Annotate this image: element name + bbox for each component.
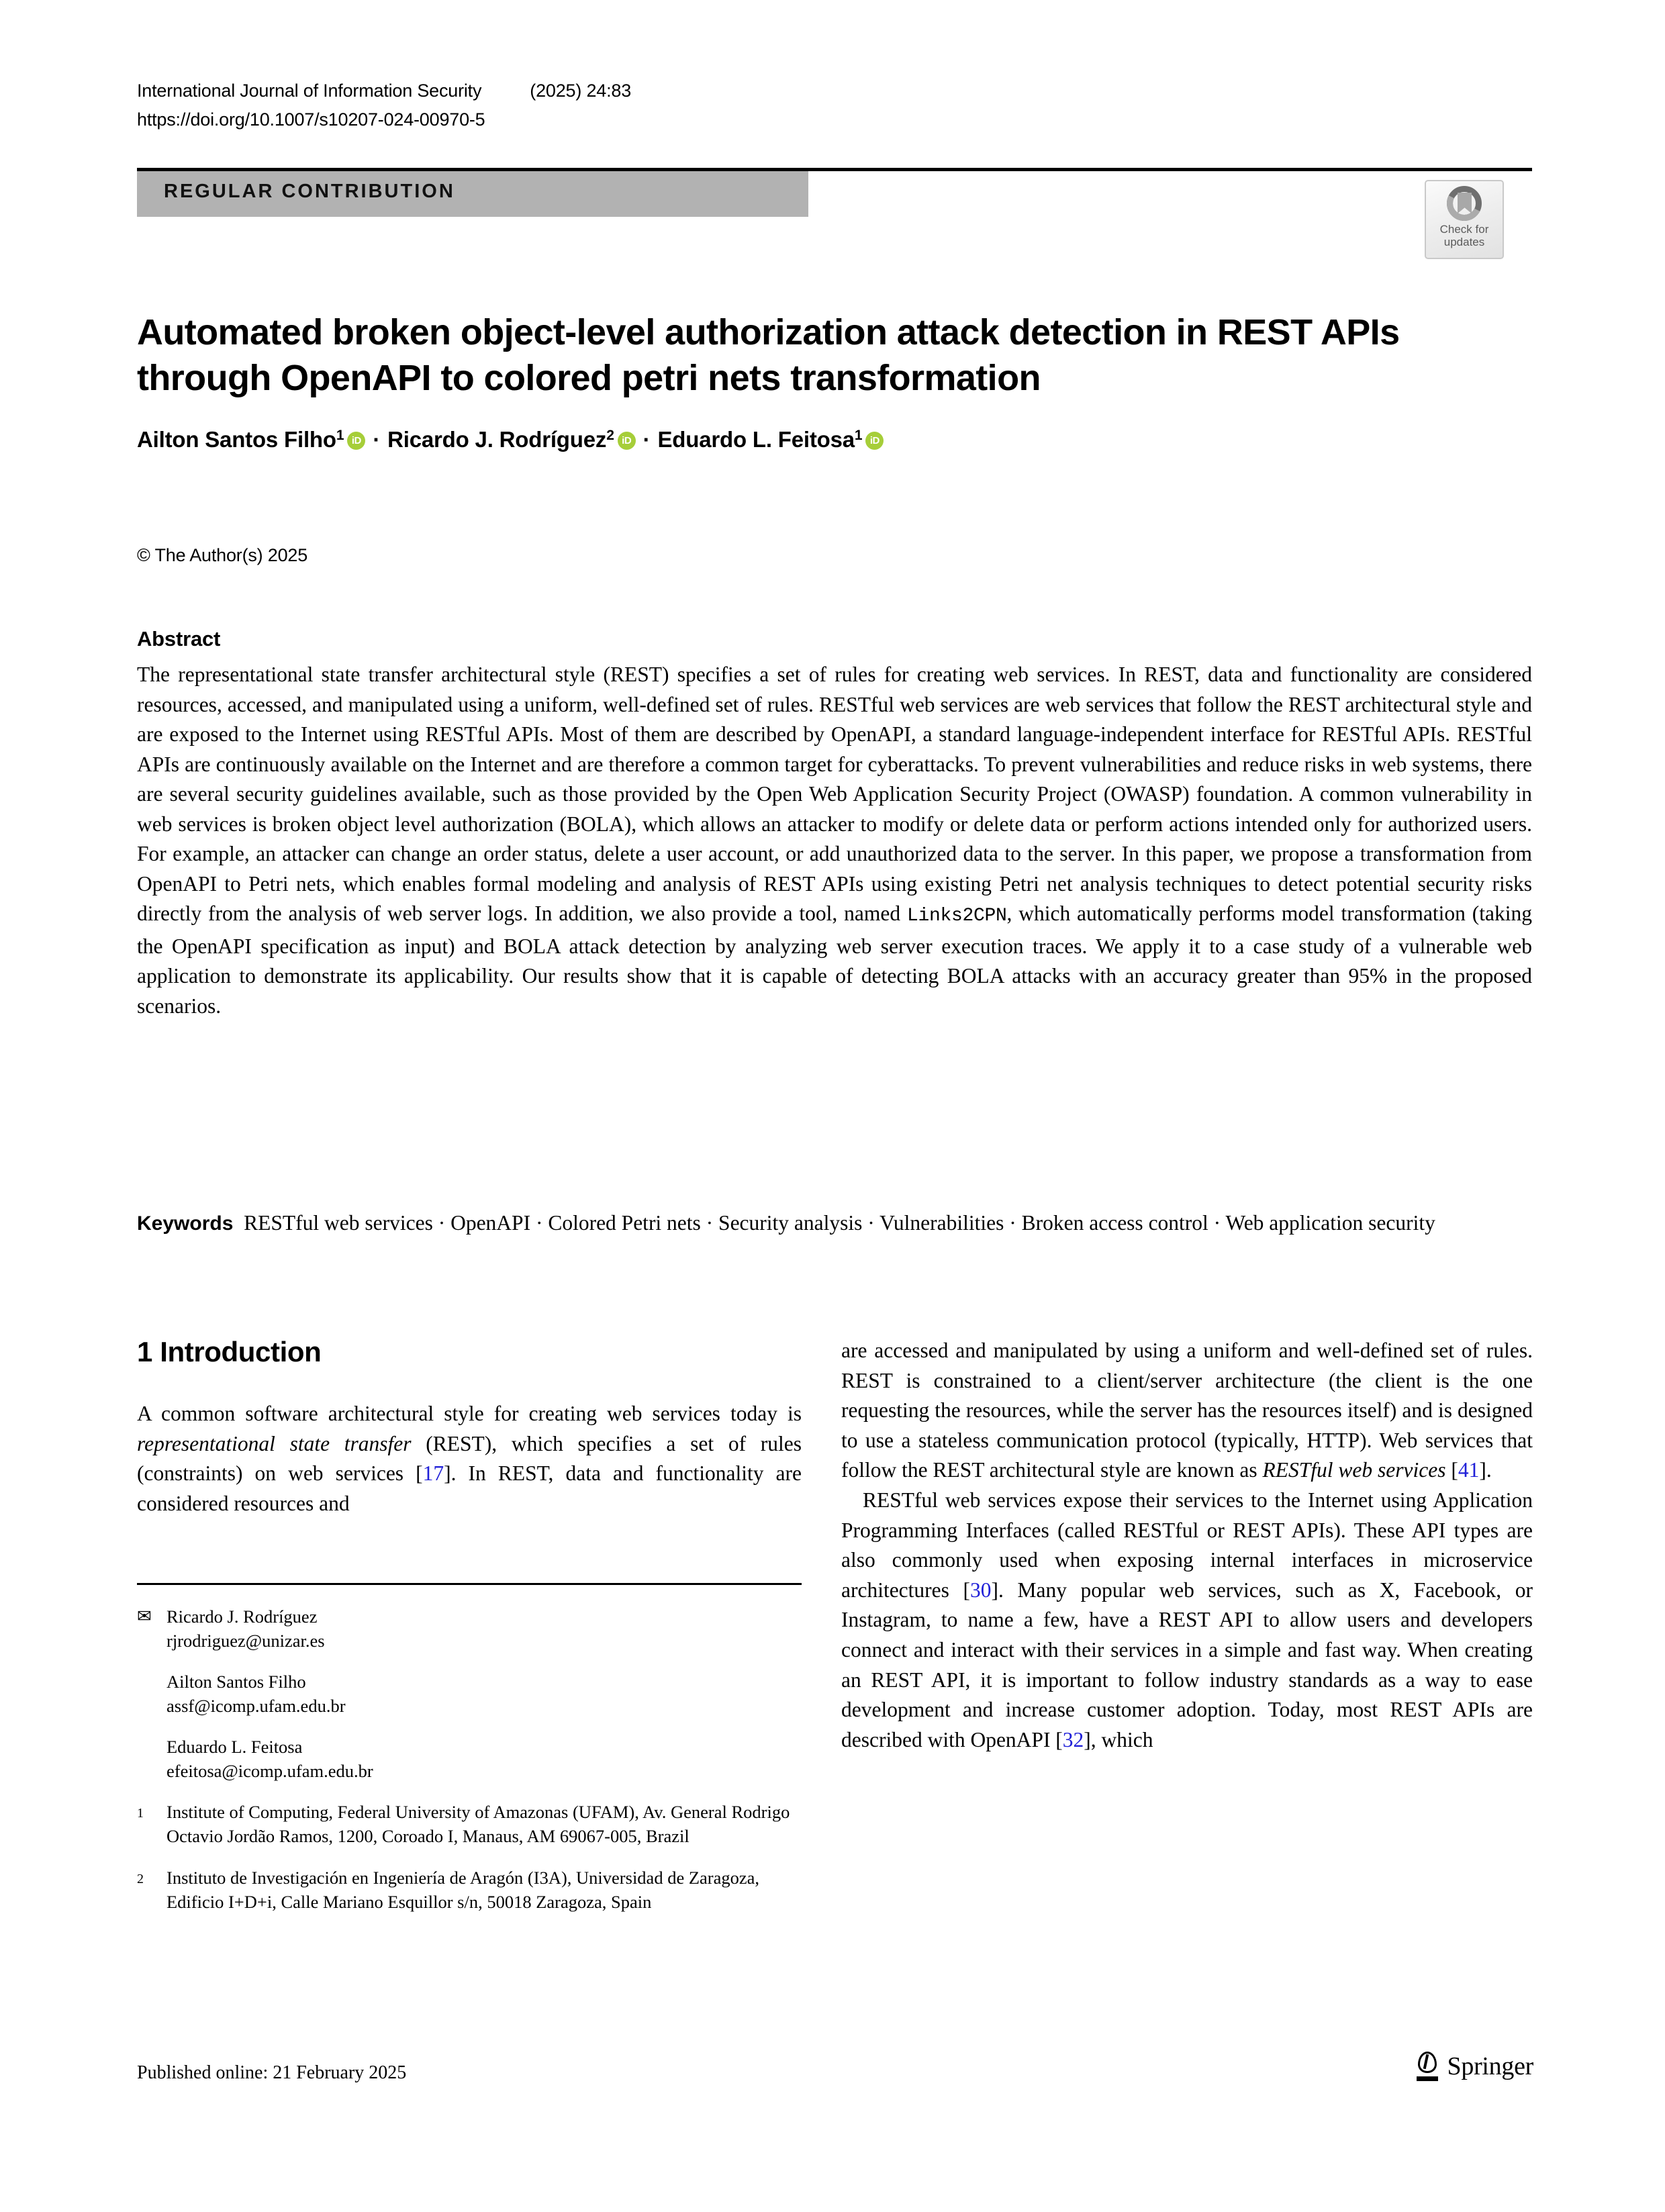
keywords-label: Keywords	[137, 1212, 234, 1235]
article-type-label: REGULAR CONTRIBUTION	[164, 181, 455, 202]
publisher-name: Springer	[1447, 2052, 1533, 2080]
springer-logo	[1417, 2052, 1533, 2081]
citation-link[interactable]: 17	[422, 1461, 444, 1486]
crossmark-text	[1440, 223, 1489, 248]
keyword-separator: ·	[1213, 1211, 1221, 1235]
orcid-icon[interactable]	[865, 432, 884, 450]
keyword-item: Colored Petri nets	[548, 1211, 701, 1235]
author-name: Ricardo J. Rodríguez	[166, 1606, 318, 1627]
column-left	[137, 1336, 802, 1519]
text-run: RESTful web services expose their services to the Internet using Application Programming Interfaces (called RESTful or REST APIs). These API types are also commonly used when exposing internal interfaces in microservice architectures [	[841, 1488, 1533, 1602]
author-separator: ·	[643, 427, 651, 452]
affiliation-entry	[137, 1866, 802, 1914]
author-list	[137, 427, 1413, 452]
keyword-separator: ·	[535, 1211, 543, 1235]
journal-issue: (2025) 24:83	[530, 81, 632, 101]
affiliation-text: Instituto de Investigación en Ingeniería de Aragón (I3A), Universidad de Zaragoza, Edificio I+D+i, Calle Mariano Esquillor s/n, 50018 Zaragoza, Spain	[166, 1868, 760, 1912]
abstract-text	[137, 660, 1532, 1021]
published-online: Published online: 21 February 2025	[137, 2062, 407, 2083]
keyword-separator: ·	[706, 1211, 714, 1235]
springer-knight-icon	[1417, 2052, 1439, 2081]
masthead	[137, 81, 1533, 130]
citation-link[interactable]: 41	[1458, 1458, 1480, 1482]
italic-term: representational state transfer	[137, 1431, 412, 1455]
keyword-separator: ·	[1009, 1211, 1016, 1235]
author-affiliation-marker: 1	[854, 428, 863, 443]
crossmark-badge[interactable]	[1425, 180, 1504, 259]
keyword-item: Web application security	[1225, 1211, 1435, 1235]
text-run: ].	[1479, 1458, 1492, 1482]
footnote-block	[137, 1604, 802, 1931]
author-entry	[387, 427, 636, 452]
footnote-rule	[137, 1583, 802, 1585]
abstract-heading: Abstract	[137, 627, 221, 651]
affiliation-entry	[137, 1800, 802, 1848]
affiliation-text: Institute of Computing, Federal University of Amazonas (UFAM), Av. General Rodrigo Octavio Jordão Ramos, 1200, Coroado I, Manaus, AM 69067-005, Brazil	[166, 1802, 790, 1846]
author-separator: ·	[373, 427, 381, 452]
text-run: (REST), which specifies a set of rules (constraints) on web services [	[137, 1431, 802, 1486]
abstract-part1: The representational state transfer architectural style (REST) specifies a set of rules for creating web services. In REST, data and functionality are considered resources, accessed, and manipulated using a uniform, well-defined set of rules. RESTful web services are web services that follow the REST architectural style and are exposed to the Internet using RESTful APIs. Most of them are described by OpenAPI, a standard language-independent interface for RESTful APIs. RESTful APIs are continuously available on the Internet and are therefore a common target for cyberattacks. To prevent vulnerabilities and reduce risks in web systems, there are several security guidelines available, such as those provided by the Open Web Application Security Project (OWASP) foundation. A common vulnerability in web services is broken object level authorization (BOLA), which allows an attacker to modify or delete data or perform actions intended only for authorized users. For example, an attacker can change an order status, delete a user account, or add unauthorized data to the server. In this paper, we propose a transformation from OpenAPI to Petri nets, which enables formal modeling and analysis of REST APIs using existing Petri net analysis techniques to detect potential security risks directly from the analysis of web server logs. In addition, we also provide a tool, named	[137, 663, 1532, 925]
section-heading: 1 Introduction	[137, 1336, 322, 1367]
masthead-line	[137, 81, 1533, 101]
crossmark-icon	[1447, 186, 1482, 221]
page-title: Automated broken object-level authorization attack detection in REST APIs through OpenAPI to colored petri nets transformation	[137, 312, 1400, 399]
author-name: Eduardo L. Feitosa	[166, 1737, 303, 1757]
corresponding-author	[137, 1604, 802, 1653]
orcid-icon[interactable]	[347, 432, 365, 450]
citation-link[interactable]: 32	[1062, 1727, 1084, 1751]
abstract-part2: , which automatically performs model transformation (taking the OpenAPI specification as input) and BOLA attack detection by analyzing web server execution traces. We apply it to a case study of a vulnerable web application to demonstrate its applicability. Our results show that it is capable of detecting BOLA attacks with an accuracy greater than 95% in the proposed scenarios.	[137, 902, 1532, 1018]
text-run: A common software architectural style for creating web services today is	[137, 1402, 802, 1425]
author-name: Ricardo J. Rodríguez	[387, 427, 607, 452]
author-entry	[657, 427, 884, 452]
text-run: are accessed and manipulated by using a uniform and well-defined set of rules. REST is constrained to a client/server architecture (the client is the one requesting the resources, while the server has the resources itself) and is designed to use a stateless communication protocol (typically, HTTP). Web services that follow the REST architectural style are known as	[841, 1339, 1533, 1482]
tool-name: Links2CPN	[906, 906, 1007, 926]
affiliation-number: 1	[137, 1806, 144, 1821]
keyword-item: OpenAPI	[450, 1211, 531, 1235]
author-email[interactable]: rjrodriguez@unizar.es	[166, 1631, 325, 1651]
affiliation-number: 2	[137, 1872, 144, 1886]
paragraph	[137, 1399, 802, 1519]
author-email[interactable]: assf@icomp.ufam.edu.br	[166, 1696, 346, 1716]
envelope-icon: ✉	[137, 1606, 152, 1626]
orcid-icon[interactable]	[618, 432, 636, 450]
author-contact	[137, 1735, 802, 1783]
copyright-line: © The Author(s) 2025	[137, 545, 308, 565]
corresponding-author-details	[166, 1604, 802, 1653]
keyword-item: Vulnerabilities	[879, 1211, 1004, 1235]
author-affiliation-marker: 1	[336, 428, 344, 443]
keywords-block	[137, 1208, 1532, 1239]
author-name: Ailton Santos Filho	[166, 1672, 306, 1692]
author-email[interactable]: efeitosa@icomp.ufam.edu.br	[166, 1761, 373, 1781]
citation-link[interactable]: 30	[970, 1578, 992, 1602]
author-contact	[137, 1670, 802, 1718]
paragraph	[841, 1486, 1533, 1755]
doi-link[interactable]: https://doi.org/10.1007/s10207-024-00970-5	[137, 109, 485, 130]
text-run: ]. In REST, data and functionality are considered resources and	[137, 1461, 802, 1515]
keyword-separator: ·	[867, 1211, 875, 1235]
author-name: Eduardo L. Feitosa	[657, 427, 855, 452]
keyword-item: Broken access control	[1021, 1211, 1208, 1235]
crossmark-line1: Check for	[1439, 223, 1489, 236]
journal-name: International Journal of Information Security	[137, 81, 482, 101]
keyword-separator: ·	[438, 1211, 446, 1235]
text-run: ]. Many popular web services, such as X, Facebook, or Instagram, to name a few, have a REST API to allow users and developers connect and interact with their services in a simple and fast way. When creating an REST API, it is important to follow industry standards as a way to ease development and increase customer adoption. Today, most REST APIs are described with OpenAPI [	[841, 1578, 1533, 1751]
author-affiliation-marker: 2	[606, 428, 614, 443]
italic-term: RESTful web services	[1262, 1458, 1446, 1482]
keyword-item: RESTful web services	[244, 1211, 433, 1235]
column-right	[841, 1336, 1533, 1755]
text-run: ], which	[1084, 1727, 1153, 1751]
author-name: Ailton Santos Filho	[137, 427, 336, 452]
paragraph: are accessed and manipulated by using a uniform and well-defined set of rules. REST is constrained to a client/server architecture (the client is the one requesting the resources, while the server has the resources itself) and is designed to use a stateless communication protocol (typically, HTTP). Web services that follow the REST architectural style are known as RESTful web services [41].	[841, 1339, 1533, 1482]
keyword-item: Security analysis	[718, 1211, 863, 1235]
author-entry	[137, 427, 365, 452]
crossmark-line2: updates	[1443, 236, 1485, 248]
